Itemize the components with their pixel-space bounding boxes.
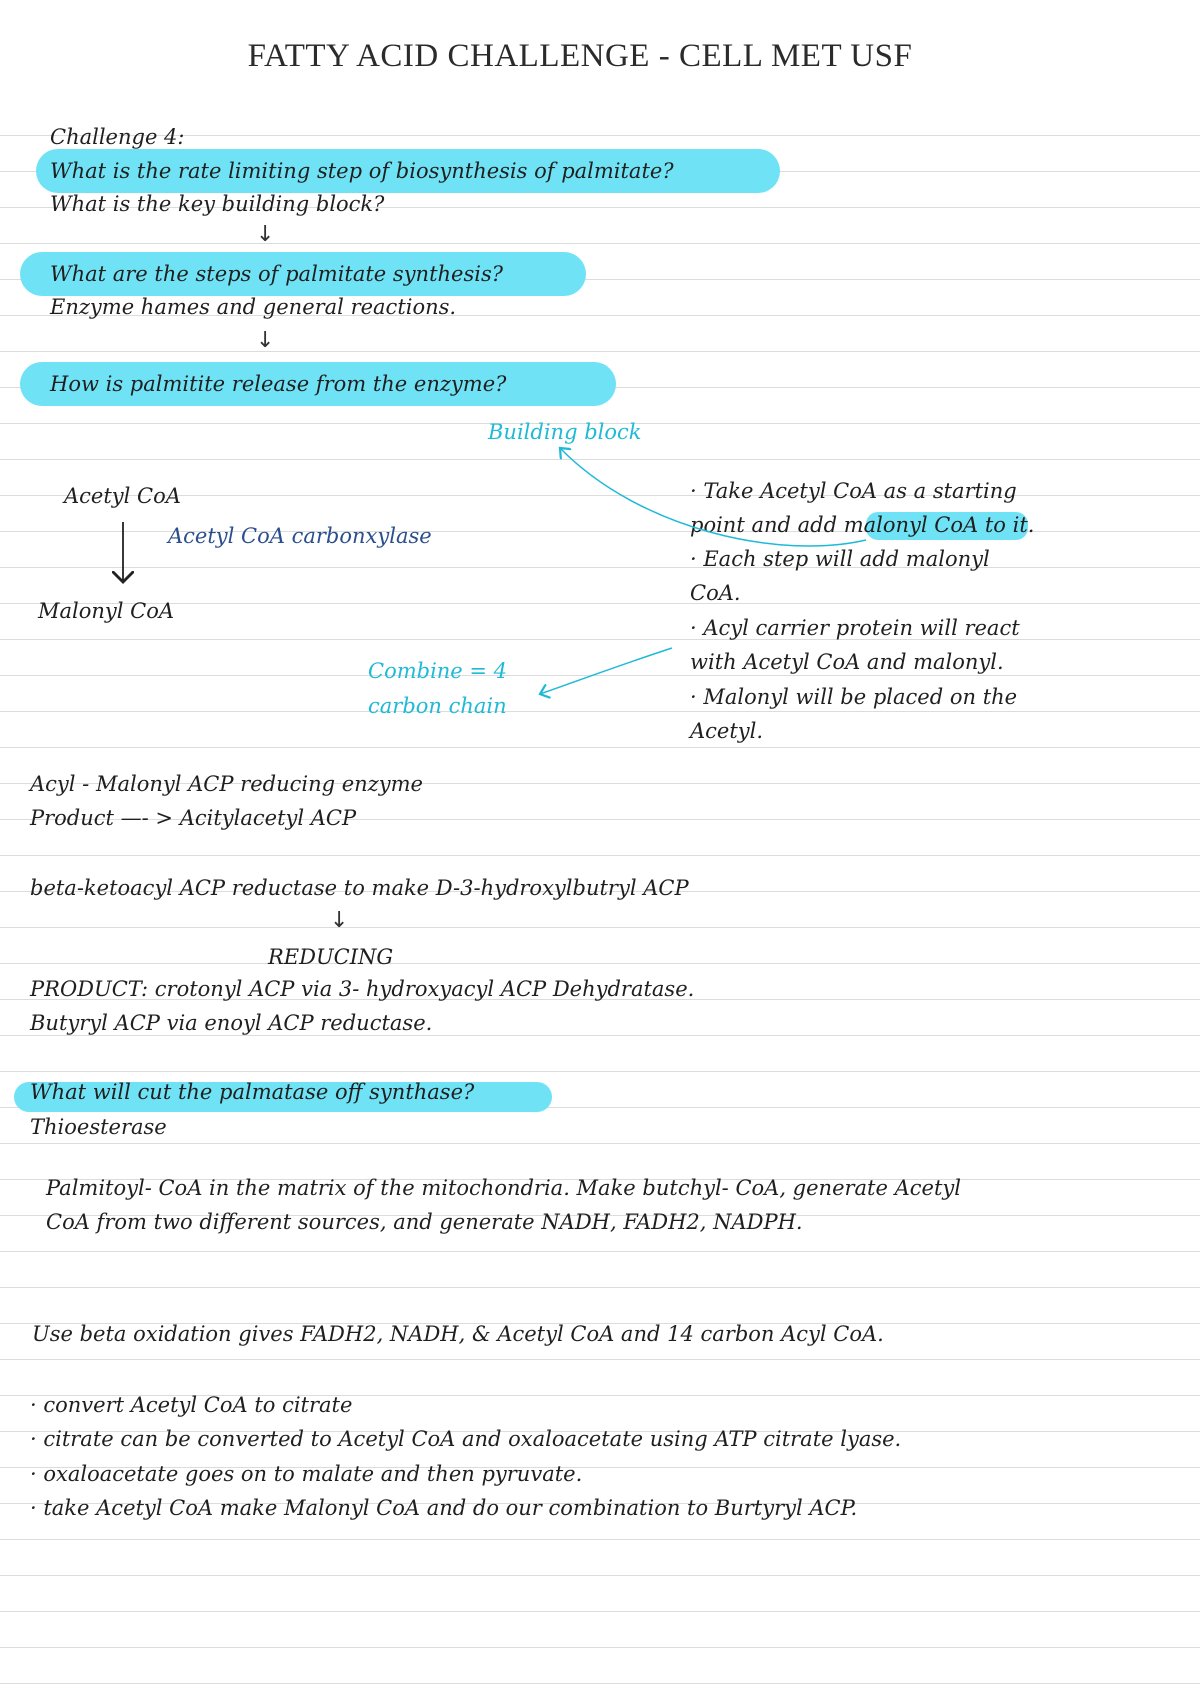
combine-arrow xyxy=(540,648,672,694)
paragraph-line: CoA from two different sources, and generate NADH, FADH2, NADPH. xyxy=(46,1210,803,1234)
combine-label-line2: carbon chain xyxy=(368,694,507,718)
note-fragment: point and add xyxy=(690,513,838,537)
down-arrow-icon: ↓ xyxy=(330,908,349,933)
reducing-label: REDUCING xyxy=(268,945,394,969)
bullet-item: · take Acetyl CoA make Malonyl CoA and do our combination to Burtyryl ACP. xyxy=(30,1496,858,1520)
step-line-crotonyl: PRODUCT: crotonyl ACP via 3- hydroxyacyl ACP Dehydratase. xyxy=(30,977,695,1001)
enzyme-label: Acetyl CoA carbonxylase xyxy=(168,524,432,548)
challenge-heading: Challenge 4: xyxy=(50,125,185,149)
question-enzyme-names: Enzyme hames and general reactions. xyxy=(50,295,457,319)
note-line: with Acetyl CoA and malonyl. xyxy=(690,650,1004,674)
acetyl-coa-label: Acetyl CoA xyxy=(64,484,181,508)
page-title: FATTY ACID CHALLENGE - CELL MET USF xyxy=(247,38,913,74)
building-block-label: Building block xyxy=(488,420,642,444)
note-line: Acetyl. xyxy=(690,719,764,743)
note-line: · Acyl carrier protein will react xyxy=(690,616,1020,640)
answer-thioesterase: Thioesterase xyxy=(30,1115,167,1139)
malonyl-coa-label: Malonyl CoA xyxy=(38,599,175,623)
paragraph-beta-oxidation: Use beta oxidation gives FADH2, NADH, & Acetyl CoA and 14 carbon Acyl CoA. xyxy=(32,1322,884,1346)
building-block-arrow xyxy=(560,448,866,546)
note-line: CoA. xyxy=(690,581,741,605)
bullet-item: · citrate can be converted to Acetyl CoA and oxaloacetate using ATP citrate lyase. xyxy=(30,1427,902,1451)
down-arrow-icon: ↓ xyxy=(256,328,275,353)
note-line: · Malonyl will be placed on the xyxy=(690,685,1018,709)
bullet-item: · oxaloacetate goes on to malate and then pyruvate. xyxy=(30,1462,583,1486)
step-line-beta-ketoacyl: beta-ketoacyl ACP reductase to make D-3-hydroxylbutryl ACP xyxy=(30,876,689,900)
step-line-butyryl: Butyryl ACP via enoyl ACP reductase. xyxy=(30,1011,433,1035)
bullet-item: · convert Acetyl CoA to citrate xyxy=(30,1393,353,1417)
question-rate-limiting: What is the rate limiting step of biosynthesis of palmitate? xyxy=(50,159,674,183)
note-line: · Take Acetyl CoA as a starting xyxy=(690,479,1017,503)
step-line-product: Product —- > Acitylacetyl ACP xyxy=(30,806,357,830)
paragraph-line: Palmitoyl- CoA in the matrix of the mitochondria. Make butchyl- CoA, generate Acetyl xyxy=(46,1176,961,1200)
down-arrow-icon: ↓ xyxy=(256,222,275,247)
question-building-block: What is the key building block? xyxy=(50,192,385,216)
step-line-acyl-malonyl: Acyl - Malonyl ACP reducing enzyme xyxy=(30,772,423,796)
note-highlight: malonyl CoA xyxy=(843,513,979,537)
note-line: · Each step will add malonyl xyxy=(690,547,990,571)
question-cut: What will cut the palmatase off synthase? xyxy=(30,1080,475,1104)
question-release: How is palmitite release from the enzyme? xyxy=(50,372,507,396)
question-steps: What are the steps of palmitate synthesis? xyxy=(50,262,503,286)
note-fragment: to it. xyxy=(984,513,1035,537)
combine-label-line1: Combine = 4 xyxy=(368,659,508,683)
